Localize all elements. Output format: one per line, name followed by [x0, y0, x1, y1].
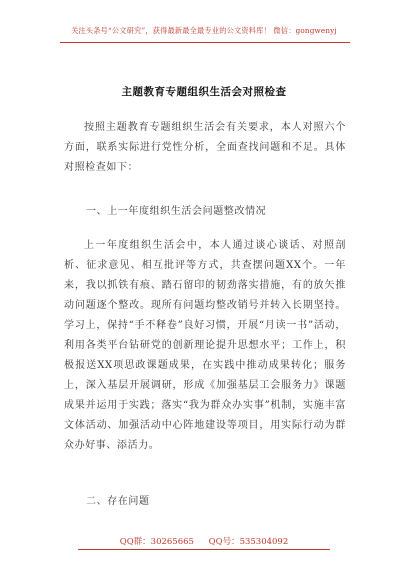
- document-title: 主题教育专题组织生活会对照检查: [121, 86, 287, 98]
- header-divider: [60, 42, 350, 43]
- section-heading-2: 二、存在问题: [86, 496, 150, 507]
- footer-divider: [78, 549, 330, 550]
- footer-contact: [0, 535, 408, 547]
- footer-qq-group: QQ群：30265665: [119, 537, 194, 547]
- section-heading-1: 一、上一年度组织生活会问题整改情况: [86, 206, 267, 217]
- footer-qq-number: QQ号：535304092: [208, 537, 289, 547]
- section-1-paragraph: 上一年度组织生活会中，本人通过谈心谈话、对照剖析、征求意见、相互批评等方式，共查摆问题XX个。一年来，我以抓铁有痕、踏石留印的韧劲落实措施，有的放矢推动问题逐个整改。现所有问题均整改销号并转入长期坚持。学习上，保持“手不释卷”良好习惯，开展“月读一书”活动，利用各类平台钻研党的创新理论提升思想水平；工作上，积极报送XX项思政课题成果，在实践中推动成果转化；服务上，深入基层开展调研，形成《加强基层工会服务力》课题成果并运用于实践；落实“我为群众办实事”机制，实施丰富文体活动、加强活动中心阵地建设等项目，用实际行动为群众办好事、添活力。: [64, 240, 346, 451]
- header-banner: 关注头条号“公文研究”，获得最新最全最专业的公文资料库！ 微信：gongwenyj: [71, 26, 337, 35]
- intro-paragraph: 按照主题教育专题组织生活会有关要求，本人对照六个方面，联系实际进行党性分析，全面查找问题和不足。具体对照检查如下：: [64, 122, 346, 173]
